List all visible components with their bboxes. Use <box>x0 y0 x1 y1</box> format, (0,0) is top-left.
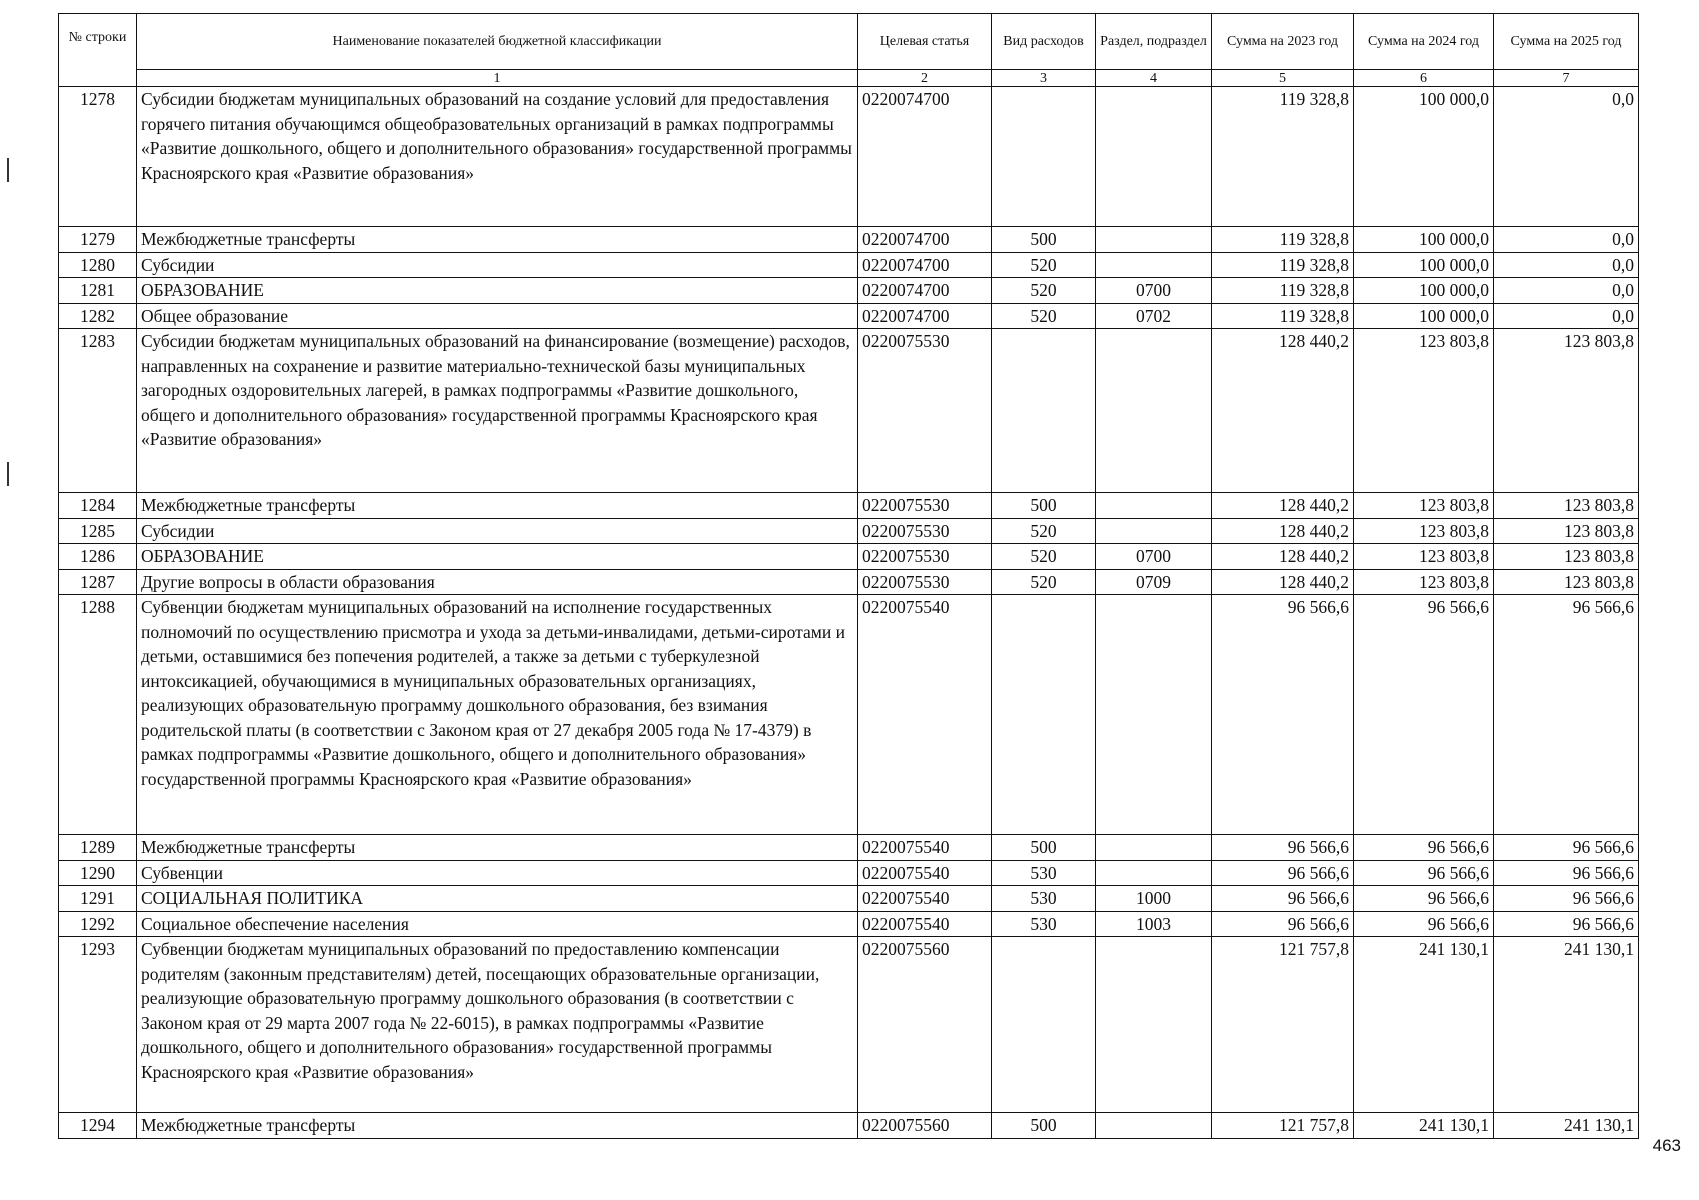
budget-table <box>58 13 1639 1139</box>
sum-2024: 100 000,0 <box>1354 252 1494 278</box>
sum-2025: 241 130,1 <box>1494 937 1639 1113</box>
sum-2023: 121 757,8 <box>1212 1113 1354 1139</box>
row-number: 1279 <box>59 227 137 253</box>
row-name: ОБРАЗОВАНИЕ <box>137 278 858 304</box>
target-article: 0220075560 <box>858 937 992 1113</box>
expense-kind <box>992 329 1096 493</box>
sum-2025: 123 803,8 <box>1494 544 1639 570</box>
sum-2025: 123 803,8 <box>1494 329 1639 493</box>
target-article: 0220074700 <box>858 227 992 253</box>
target-article: 0220075530 <box>858 329 992 493</box>
header-row-no: № строки <box>59 14 137 87</box>
row-number: 1278 <box>59 87 137 227</box>
column-number: 7 <box>1494 70 1639 87</box>
sum-2023: 128 440,2 <box>1212 493 1354 519</box>
table-row <box>59 87 1639 227</box>
sum-2023: 128 440,2 <box>1212 569 1354 595</box>
sum-2024: 123 803,8 <box>1354 544 1494 570</box>
row-name: Межбюджетные трансферты <box>137 1113 858 1139</box>
column-number: 5 <box>1212 70 1354 87</box>
sum-2023: 119 328,8 <box>1212 278 1354 304</box>
table-row <box>59 278 1639 304</box>
table-row <box>59 544 1639 570</box>
table-row <box>59 937 1639 1113</box>
sum-2023: 128 440,2 <box>1212 518 1354 544</box>
sum-2023: 96 566,6 <box>1212 911 1354 937</box>
row-number: 1290 <box>59 860 137 886</box>
table-row <box>59 595 1639 835</box>
row-name: Межбюджетные трансферты <box>137 227 858 253</box>
row-name: Субсидии бюджетам муниципальных образований на финансирование (возмещение) расходов, направленных на сохранение и развитие материально-технической базы муниципальных загородных оздоровительных лагерей, в рамках подпрограммы «Развитие дошкольного, общего и дополнительного образования» государственной программы Красноярского края «Развитие образования» <box>137 329 858 493</box>
row-name: Социальное обеспечение населения <box>137 911 858 937</box>
sum-2025: 96 566,6 <box>1494 886 1639 912</box>
column-number: 4 <box>1096 70 1212 87</box>
sum-2025: 0,0 <box>1494 87 1639 227</box>
row-number: 1281 <box>59 278 137 304</box>
column-number-row <box>59 70 1639 87</box>
section-code <box>1096 1113 1212 1139</box>
section-code: 0700 <box>1096 278 1212 304</box>
expense-kind: 520 <box>992 303 1096 329</box>
sum-2023: 96 566,6 <box>1212 835 1354 861</box>
target-article: 0220074700 <box>858 252 992 278</box>
sum-2023: 121 757,8 <box>1212 937 1354 1113</box>
header-kind: Вид расходов <box>992 14 1096 70</box>
target-article: 0220075540 <box>858 911 992 937</box>
table-row <box>59 569 1639 595</box>
row-name: Другие вопросы в области образования <box>137 569 858 595</box>
target-article: 0220075530 <box>858 544 992 570</box>
section-code: 0702 <box>1096 303 1212 329</box>
row-number: 1286 <box>59 544 137 570</box>
sum-2025: 0,0 <box>1494 278 1639 304</box>
table-row <box>59 329 1639 493</box>
table-row <box>59 911 1639 937</box>
sum-2023: 128 440,2 <box>1212 329 1354 493</box>
target-article: 0220075530 <box>858 493 992 519</box>
sum-2023: 96 566,6 <box>1212 595 1354 835</box>
section-code <box>1096 87 1212 227</box>
sum-2023: 119 328,8 <box>1212 252 1354 278</box>
row-number: 1288 <box>59 595 137 835</box>
header-target: Целевая статья <box>858 14 992 70</box>
sum-2025: 96 566,6 <box>1494 595 1639 835</box>
sum-2024: 123 803,8 <box>1354 329 1494 493</box>
column-number: 3 <box>992 70 1096 87</box>
target-article: 0220074700 <box>858 303 992 329</box>
target-article: 0220075560 <box>858 1113 992 1139</box>
sum-2024: 241 130,1 <box>1354 1113 1494 1139</box>
section-code: 1000 <box>1096 886 1212 912</box>
sum-2025: 96 566,6 <box>1494 835 1639 861</box>
row-name: Субсидии <box>137 518 858 544</box>
header-row <box>59 14 1639 70</box>
row-number: 1294 <box>59 1113 137 1139</box>
sum-2024: 123 803,8 <box>1354 569 1494 595</box>
expense-kind: 520 <box>992 278 1096 304</box>
row-name: ОБРАЗОВАНИЕ <box>137 544 858 570</box>
row-name: Субвенции <box>137 860 858 886</box>
table-row <box>59 835 1639 861</box>
section-code: 1003 <box>1096 911 1212 937</box>
row-number: 1293 <box>59 937 137 1113</box>
sum-2024: 96 566,6 <box>1354 911 1494 937</box>
target-article: 0220075530 <box>858 569 992 595</box>
sum-2024: 100 000,0 <box>1354 227 1494 253</box>
section-code <box>1096 227 1212 253</box>
section-code <box>1096 937 1212 1113</box>
row-name: Субвенции бюджетам муниципальных образований на исполнение государственных полномочий по осуществлению присмотра и ухода за детьми-инвалидами, детьми-сиротами и детьми, оставшимися без попечения родителей, а также за детьми с туберкулезной интоксикацией, обучающимися в муниципальных образовательных организациях, реализующих образовательную программу дошкольного образования, без взимания родительской платы (в соответствии с Законом края от 27 декабря 2005 года № 17-4379) в рамках подпрограммы «Развитие дошкольного, общего и дополнительного образования» государственной программы Красноярского края «Развитие образования» <box>137 595 858 835</box>
row-number: 1289 <box>59 835 137 861</box>
expense-kind: 500 <box>992 493 1096 519</box>
table-row <box>59 227 1639 253</box>
sum-2025: 96 566,6 <box>1494 860 1639 886</box>
expense-kind: 520 <box>992 569 1096 595</box>
expense-kind: 530 <box>992 860 1096 886</box>
target-article: 0220075540 <box>858 886 992 912</box>
expense-kind: 530 <box>992 886 1096 912</box>
section-code: 0709 <box>1096 569 1212 595</box>
sum-2025: 123 803,8 <box>1494 518 1639 544</box>
table-row <box>59 252 1639 278</box>
sum-2025: 0,0 <box>1494 227 1639 253</box>
sum-2025: 123 803,8 <box>1494 493 1639 519</box>
sum-2024: 241 130,1 <box>1354 937 1494 1113</box>
sum-2024: 96 566,6 <box>1354 886 1494 912</box>
header-sum-2025: Сумма на 2025 год <box>1494 14 1639 70</box>
row-number: 1287 <box>59 569 137 595</box>
table-body <box>59 87 1639 1139</box>
expense-kind <box>992 87 1096 227</box>
scan-margin-mark <box>7 462 9 486</box>
row-number: 1291 <box>59 886 137 912</box>
sum-2024: 123 803,8 <box>1354 518 1494 544</box>
sum-2023: 119 328,8 <box>1212 227 1354 253</box>
row-number: 1284 <box>59 493 137 519</box>
expense-kind: 500 <box>992 1113 1096 1139</box>
sum-2025: 123 803,8 <box>1494 569 1639 595</box>
sum-2023: 128 440,2 <box>1212 544 1354 570</box>
target-article: 0220075540 <box>858 595 992 835</box>
section-code <box>1096 493 1212 519</box>
sum-2024: 100 000,0 <box>1354 278 1494 304</box>
expense-kind: 530 <box>992 911 1096 937</box>
section-code <box>1096 252 1212 278</box>
target-article: 0220074700 <box>858 278 992 304</box>
target-article: 0220075530 <box>858 518 992 544</box>
header-section: Раздел, подраздел <box>1096 14 1212 70</box>
sum-2024: 96 566,6 <box>1354 860 1494 886</box>
sum-2023: 96 566,6 <box>1212 886 1354 912</box>
row-name: Субвенции бюджетам муниципальных образований по предоставлению компенсации родителям (законным представителям) детей, посещающих образовательные организации, реализующие образовательную программу дошкольного образования (в соответствии с Законом края от 29 марта 2007 года № 22-6015), в рамках подпрограммы «Развитие дошкольного, общего и дополнительного образования» государственной программы Красноярского края «Развитие образования» <box>137 937 858 1113</box>
table-row <box>59 1113 1639 1139</box>
row-name: Субсидии бюджетам муниципальных образований на создание условий для предоставления горячего питания обучающимся общеобразовательных организаций в рамках подпрограммы «Развитие дошкольного, общего и дополнительного образования» государственной программы Красноярского края «Развитие образования» <box>137 87 858 227</box>
sum-2025: 0,0 <box>1494 252 1639 278</box>
table-row <box>59 886 1639 912</box>
header-sum-2023: Сумма на 2023 год <box>1212 14 1354 70</box>
header-sum-2024: Сумма на 2024 год <box>1354 14 1494 70</box>
section-code <box>1096 518 1212 544</box>
sum-2024: 123 803,8 <box>1354 493 1494 519</box>
section-code <box>1096 329 1212 493</box>
target-article: 0220074700 <box>858 87 992 227</box>
column-number: 2 <box>858 70 992 87</box>
scan-margin-mark <box>7 158 9 182</box>
expense-kind: 500 <box>992 227 1096 253</box>
sum-2024: 96 566,6 <box>1354 595 1494 835</box>
row-number: 1285 <box>59 518 137 544</box>
table-row <box>59 493 1639 519</box>
row-number: 1283 <box>59 329 137 493</box>
expense-kind <box>992 595 1096 835</box>
expense-kind: 520 <box>992 518 1096 544</box>
section-code <box>1096 860 1212 886</box>
row-number: 1292 <box>59 911 137 937</box>
target-article: 0220075540 <box>858 835 992 861</box>
expense-kind <box>992 937 1096 1113</box>
sum-2024: 96 566,6 <box>1354 835 1494 861</box>
row-number: 1282 <box>59 303 137 329</box>
expense-kind: 520 <box>992 252 1096 278</box>
sum-2024: 100 000,0 <box>1354 87 1494 227</box>
section-code <box>1096 835 1212 861</box>
row-name: Общее образование <box>137 303 858 329</box>
table-row <box>59 518 1639 544</box>
section-code: 0700 <box>1096 544 1212 570</box>
header-name: Наименование показателей бюджетной классификации <box>137 14 858 70</box>
row-number: 1280 <box>59 252 137 278</box>
target-article: 0220075540 <box>858 860 992 886</box>
row-name: СОЦИАЛЬНАЯ ПОЛИТИКА <box>137 886 858 912</box>
sum-2025: 96 566,6 <box>1494 911 1639 937</box>
table-row <box>59 860 1639 886</box>
expense-kind: 520 <box>992 544 1096 570</box>
sum-2023: 119 328,8 <box>1212 303 1354 329</box>
table-row <box>59 303 1639 329</box>
column-number: 1 <box>137 70 858 87</box>
row-name: Межбюджетные трансферты <box>137 493 858 519</box>
row-name: Субсидии <box>137 252 858 278</box>
sum-2025: 241 130,1 <box>1494 1113 1639 1139</box>
row-name: Межбюджетные трансферты <box>137 835 858 861</box>
column-number: 6 <box>1354 70 1494 87</box>
sum-2023: 119 328,8 <box>1212 87 1354 227</box>
sum-2023: 96 566,6 <box>1212 860 1354 886</box>
sum-2025: 0,0 <box>1494 303 1639 329</box>
section-code <box>1096 595 1212 835</box>
page-number: 463 <box>1652 1136 1681 1155</box>
sum-2024: 100 000,0 <box>1354 303 1494 329</box>
expense-kind: 500 <box>992 835 1096 861</box>
